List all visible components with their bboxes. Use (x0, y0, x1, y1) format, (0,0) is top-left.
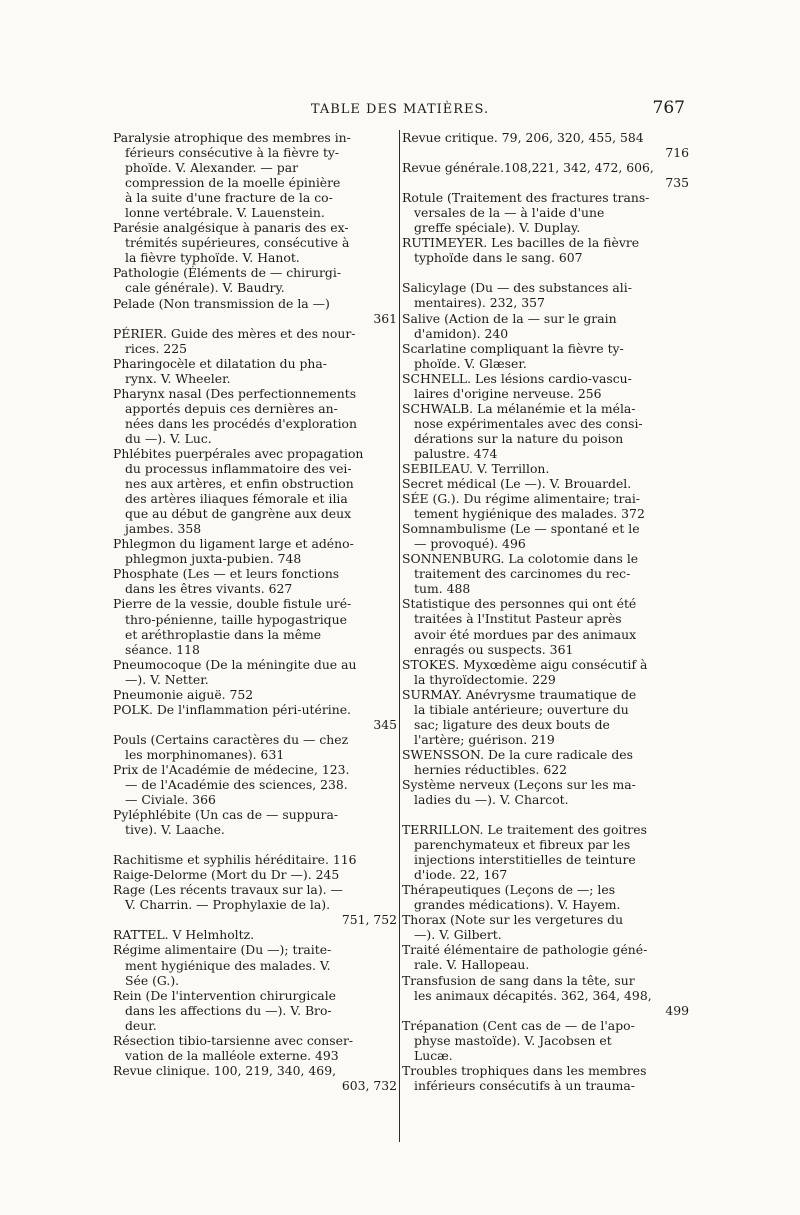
entry-line: Revue clinique. 100, 219, 340, 469, (113, 1062, 337, 1078)
entry-page-ref: 603, 732 (341, 1077, 397, 1093)
entry-line: Secret médical (Le —). V. Brouardel. (402, 476, 632, 492)
entry-line: rale. V. Hallopeau. (414, 957, 530, 973)
entry-line: Pharingocèle et dilatation du pha- (113, 355, 327, 371)
entry-line: Thorax (Note sur les vergetures du (402, 912, 624, 928)
entry-line: du processus inflammatoire des vei- (125, 461, 352, 477)
entry-page-ref: 345 (373, 716, 397, 732)
entry-line: Trépanation (Cent cas de — de l'apo- (402, 1017, 635, 1033)
entry-line: POLK. De l'inflammation péri-utérine. (113, 701, 351, 717)
index-entry (402, 973, 689, 1018)
entry-line: Thérapeutiques (Leçons de —; les (402, 882, 616, 898)
entry-line: TERRILLON. Le traitement des goitres (402, 822, 647, 838)
entry-line: Troubles trophiques dans les membres (402, 1062, 647, 1078)
entry-line: tum. 488 (414, 581, 471, 597)
entry-page-ref: 751, 752 (341, 912, 397, 928)
index-entry (402, 747, 689, 777)
index-entry (113, 882, 397, 927)
index-entry (402, 160, 689, 190)
index-entry (113, 867, 397, 882)
entry-line: PÉRIER. Guide des mères et des nour- (113, 325, 356, 341)
index-entry (113, 356, 397, 386)
entry-page-ref: 361 (373, 310, 397, 326)
entry-line: greffe spéciale). V. Duplay. (414, 220, 581, 236)
index-entry (402, 461, 689, 476)
entry-page-ref: 499 (665, 1002, 689, 1018)
entry-line: phoïde. V. Glæser. (414, 355, 527, 371)
index-entry (402, 130, 689, 160)
index-entry (113, 265, 397, 295)
index-entry (402, 912, 689, 942)
index-entry (402, 882, 689, 912)
entry-line: RUTIMEYER. Les bacilles de la fièvre (402, 235, 640, 251)
entry-line: Phlegmon du ligament large et adéno- (113, 536, 354, 552)
entry-line: Pyléphlébite (Un cas de — suppura- (113, 807, 339, 823)
entry-line: —). V. Netter. (125, 671, 209, 687)
index-entry (113, 988, 397, 1033)
index-entry (113, 536, 397, 566)
entry-line: thro-pénienne, taille hypogastrique (125, 611, 347, 627)
running-title: TABLE DES MATIÈRES. (310, 102, 490, 117)
entry-line: Pneumonie aiguë. 752 (113, 686, 254, 702)
index-entry (113, 762, 397, 807)
index-entry (113, 657, 397, 687)
index-entry (402, 551, 689, 596)
entry-line: palustre. 474 (414, 445, 498, 461)
entry-line: Phosphate (Les — et leurs fonctions (113, 566, 340, 582)
entry-line: SCHNELL. Les lésions cardio-vascu- (402, 370, 632, 386)
entry-line: cale générale). V. Baudry. (125, 280, 285, 296)
index-entry (402, 777, 689, 807)
entry-line: Régime alimentaire (Du —); traite- (113, 942, 332, 958)
entry-line: mentaires). 232, 357 (414, 295, 545, 311)
entry-line: Pouls (Certains caractères du — chez (113, 731, 349, 747)
entry-line: apportés depuis ces dernières an- (125, 400, 338, 416)
index-entry (402, 476, 689, 491)
index-entry (402, 401, 689, 461)
index-entry (113, 130, 397, 220)
index-entry (402, 235, 689, 265)
entry-line: vation de la malléole externe. 493 (125, 1047, 339, 1063)
entry-line: Traité élémentaire de pathologie géné- (402, 942, 648, 958)
entry-line: Pneumocoque (De la méningite due au (113, 656, 357, 672)
index-entry (402, 491, 689, 521)
entry-line: inférieurs consécutifs à un trauma- (414, 1077, 635, 1093)
entry-line: —). V. Gilbert. (414, 927, 502, 943)
entry-line: deur. (125, 1017, 157, 1033)
entry-line: Parésie analgésique à panaris des ex- (113, 220, 349, 236)
entry-line: RATTEL. V Helmholtz. (113, 927, 255, 943)
entry-line: nées dans les procédés d'exploration (125, 415, 357, 431)
entry-line: Pierre de la vessie, double fistule uré- (113, 596, 352, 612)
index-entry (402, 1018, 689, 1063)
entry-line: SCHWALB. La mélanémie et la méla- (402, 400, 636, 416)
entry-line: SWENSSON. De la cure radicale des (402, 746, 633, 762)
entry-line: laires d'origine nerveuse. 256 (414, 385, 602, 401)
entry-line: typhoïde dans le sang. 607 (414, 250, 583, 266)
index-entry (402, 311, 689, 341)
entry-line: Rein (De l'intervention chirurgicale (113, 987, 336, 1003)
index-entry (402, 371, 689, 401)
index-entry (113, 732, 397, 762)
entry-line: Revue générale.108,221, 342, 472, 606, (402, 160, 654, 176)
entry-line: STOKES. Myxœdème aigu consécutif à (402, 656, 648, 672)
entry-line: traitement des carcinomes du rec- (414, 566, 631, 582)
entry-line: jambes. 358 (125, 521, 202, 537)
index-entry (402, 521, 689, 551)
index-entry (113, 386, 397, 446)
entry-line: Pharynx nasal (Des perfectionnements (113, 385, 357, 401)
entry-line: la fièvre typhoïde. V. Hanot. (125, 250, 300, 266)
page-header (115, 100, 685, 120)
entry-line: Rachitisme et syphilis héréditaire. 116 (113, 852, 357, 868)
entry-line: Pelade (Non transmission de la —) (113, 295, 330, 311)
entry-line: compression de la moelle épinière (125, 175, 341, 191)
entry-line: Pathologie (Éléments de — chirurgi- (113, 265, 342, 281)
page-number: 767 (652, 98, 685, 118)
entry-line: Salive (Action de la — sur le grain (402, 310, 617, 326)
entry-line: ment hygiénique des malades. V. (125, 957, 331, 973)
entry-line: la tibiale antérieure; ouverture du (414, 701, 629, 717)
entry-line: phoïde. V. Alexander. — par (125, 160, 299, 176)
left-column (113, 130, 397, 1150)
entry-line: ladies du —). V. Charcot. (414, 792, 569, 808)
index-entry (113, 1033, 397, 1063)
entry-line: Salicylage (Du — des substances ali- (402, 280, 632, 296)
entry-line: rynx. V. Wheeler. (125, 370, 231, 386)
entry-line: versales de la — à l'aide d'une (414, 205, 605, 221)
index-entry (113, 566, 397, 596)
column-divider (399, 130, 400, 1142)
entry-line: nose expérimentales avec des consi- (414, 415, 643, 431)
entry-line: les morphinomanes). 631 (125, 746, 285, 762)
section-gap (402, 807, 689, 822)
entry-line: rices. 225 (125, 340, 188, 356)
entry-line: l'artère; guérison. 219 (414, 731, 555, 747)
index-entry (402, 687, 689, 747)
entry-line: nes aux artères, et enfin obstruction (125, 476, 354, 492)
index-entry (402, 190, 689, 235)
entry-line: Statistique des personnes qui ont été (402, 596, 637, 612)
index-entry (402, 657, 689, 687)
entry-line: dans les affections du —). V. Bro- (125, 1002, 332, 1018)
entry-line: Sée (G.). (125, 972, 180, 988)
entry-line: avoir été mordues par des animaux (414, 626, 637, 642)
entry-line: enragés ou suspects. 361 (414, 641, 574, 657)
entry-line: SURMAY. Anévrysme traumatique de (402, 686, 637, 702)
entry-line: séance. 118 (125, 641, 200, 657)
entry-line: SONNENBURG. La colotomie dans le (402, 551, 639, 567)
entry-line: Système nerveux (Leçons sur les ma- (402, 776, 636, 792)
entry-line: Revue critique. 79, 206, 320, 455, 584 (402, 130, 644, 145)
entry-line: du —). V. Luc. (125, 430, 212, 446)
entry-line: Rotule (Traitement des fractures trans- (402, 190, 650, 206)
index-entry (113, 837, 397, 867)
section-gap (113, 837, 397, 852)
index-entry (113, 446, 397, 536)
index-entry (113, 702, 397, 732)
index-entry (113, 687, 397, 702)
entry-line: férieurs consécutive à la fièvre ty- (125, 145, 340, 161)
right-column (402, 130, 689, 1150)
index-entry (402, 807, 689, 882)
index-entry (113, 326, 397, 356)
entry-line: d'iode. 22, 167 (414, 867, 508, 883)
entry-line: phlegmon juxta-pubien. 748 (125, 551, 302, 567)
index-entry (113, 927, 397, 942)
entry-page-ref: 716 (665, 145, 689, 161)
index-entry (113, 596, 397, 656)
entry-line: trémités supérieures, consécutive à (125, 235, 350, 251)
index-entry (402, 341, 689, 371)
entry-line: les animaux décapités. 362, 364, 498, (414, 987, 652, 1003)
entry-line: des artères iliaques fémorale et ilia (125, 491, 348, 507)
index-entry (402, 265, 689, 310)
entry-line: traitées à l'Institut Pasteur après (414, 611, 622, 627)
index-entry (113, 1063, 397, 1093)
index-entry (113, 807, 397, 837)
entry-line: — Civiale. 366 (125, 792, 216, 808)
index-entry (402, 1063, 689, 1093)
entry-line: parenchymateux et fibreux par les (414, 837, 631, 853)
entry-line: grandes médications). V. Hayem. (414, 897, 621, 913)
entry-line: que au début de gangrène aux deux (125, 506, 352, 522)
entry-line: Phlébites puerpérales avec propagation (113, 445, 364, 461)
entry-line: Transfusion de sang dans la tête, sur (402, 972, 635, 988)
entry-line: et aréthroplastie dans la même (125, 626, 322, 642)
entry-line: Lucæ. (414, 1047, 453, 1063)
entry-line: Raige-Delorme (Mort du Dr —). 245 (113, 867, 340, 883)
entry-line: la thyroïdectomie. 229 (414, 671, 556, 687)
index-entry (113, 296, 397, 326)
index-entry (402, 942, 689, 972)
entry-line: Paralysie atrophique des membres in- (113, 130, 351, 145)
index-entry (113, 942, 397, 987)
entry-line: Résection tibio-tarsienne avec conser- (113, 1032, 354, 1048)
entry-line: d'amidon). 240 (414, 325, 509, 341)
entry-line: — provoqué). 496 (414, 536, 526, 552)
entry-line: lonne vertébrale. V. Lauenstein. (125, 205, 325, 221)
entry-line: tive). V. Laache. (125, 822, 225, 838)
entry-line: SÉE (G.). Du régime alimentaire; trai- (402, 491, 640, 507)
index-entry (113, 220, 397, 265)
entry-line: Scarlatine compliquant la fièvre ty- (402, 340, 624, 356)
entry-line: Somnambulisme (Le — spontané et le (402, 521, 640, 537)
entry-line: dérations sur la nature du poison (414, 430, 624, 446)
entry-line: — de l'Académie des sciences, 238. (125, 777, 348, 793)
section-gap (402, 265, 689, 280)
index-entry (402, 596, 689, 656)
entry-line: V. Charrin. — Prophylaxie de la). (125, 897, 331, 913)
entry-line: SEBILEAU. V. Terrillon. (402, 460, 550, 476)
entry-page-ref: 735 (665, 175, 689, 191)
entry-line: tement hygiénique des malades. 372 (414, 506, 645, 522)
entry-line: hernies réductibles. 622 (414, 761, 567, 777)
entry-line: Rage (Les récents travaux sur la). — (113, 882, 343, 898)
entry-line: sac; ligature des deux bouts de (414, 716, 610, 732)
entry-line: dans les êtres vivants. 627 (125, 581, 293, 597)
entry-line: injections interstitielles de teinture (414, 852, 636, 868)
entry-line: Prix de l'Académie de médecine, 123. (113, 761, 350, 777)
entry-line: physe mastoïde). V. Jacobsen et (414, 1032, 612, 1048)
entry-line: à la suite d'une fracture de la co- (125, 190, 333, 206)
